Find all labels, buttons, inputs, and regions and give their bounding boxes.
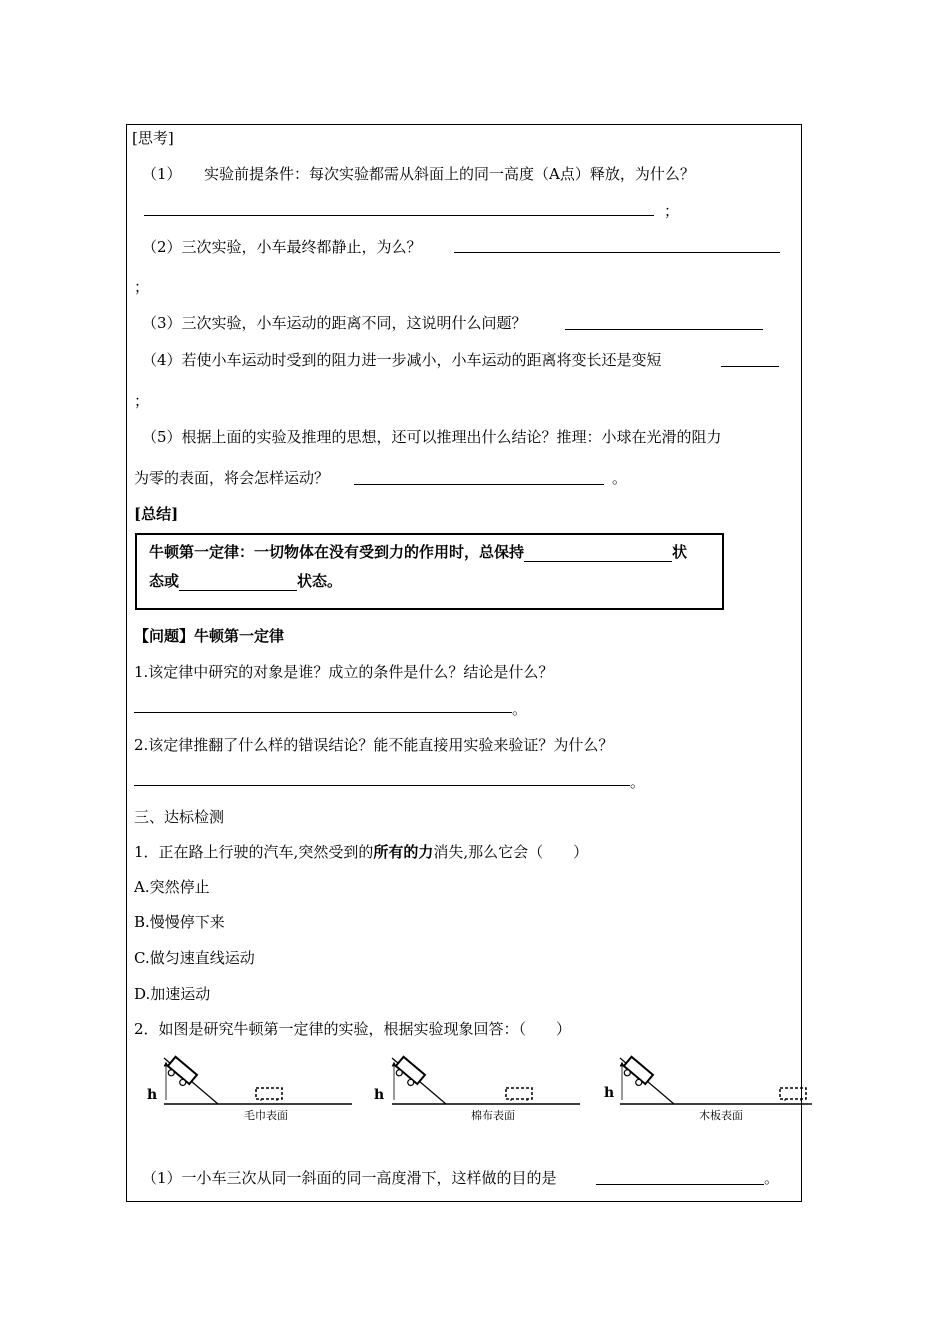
test-sub1-blank[interactable] [596, 1184, 764, 1185]
problem-q2-end: 。 [630, 773, 646, 791]
think-q5-line1: （5）根据上面的实验及推理的思想，还可以推理出什么结论？推理：小球在光滑的阻力 [142, 428, 722, 446]
law-blank-1[interactable] [524, 545, 672, 562]
think-q5-end: 。 [612, 469, 628, 487]
think-q2-blank[interactable] [454, 252, 780, 253]
think-q5-blank[interactable] [354, 484, 604, 485]
think-q1-blank[interactable] [144, 215, 654, 216]
problem-q2: 2.该定律推翻了什么样的错误结论？能不能直接用实验来验证？为什么？ [134, 736, 614, 754]
law-blank-2[interactable] [179, 574, 297, 591]
think-q1: （1） 实验前提条件：每次实验都需从斜面上的同一高度（A点）释放，为什么？ [142, 165, 695, 183]
think-q3: （3）三次实验，小车运动的距离不同，这说明什么问题？ [142, 314, 527, 332]
option-a[interactable]: A.突然停止 [134, 878, 210, 896]
think-q2-end: ； [134, 278, 150, 296]
think-heading: [思考] [132, 129, 174, 147]
problem-q1-end: 。 [512, 700, 528, 718]
surface-label-wood: 木板表面 [699, 1109, 743, 1122]
think-q2: （2）三次实验，小车最终都静止，为么？ [142, 238, 422, 256]
surface-label-towel: 毛巾表面 [244, 1109, 288, 1122]
think-q3-blank[interactable] [565, 329, 763, 330]
think-q4: （4）若使小车运动时受到的阻力进一步减小，小车运动的距离将变长还是变短 [142, 351, 662, 369]
option-b[interactable]: B.慢慢停下来 [134, 913, 225, 931]
height-label-2: h [374, 1087, 385, 1103]
problem-q2-blank[interactable] [134, 785, 630, 786]
height-label-1: h [147, 1087, 158, 1103]
option-d[interactable]: D.加速运动 [134, 985, 211, 1003]
test-q1: 1．正在路上行驶的汽车,突然受到的所有的力消失,那么它会（ ） [134, 843, 589, 861]
problem-q1-blank[interactable] [134, 712, 512, 713]
problem-q1: 1.该定律中研究的对象是谁？成立的条件是什么？结论是什么？ [134, 663, 554, 681]
summary-heading: [总结] [134, 505, 179, 523]
test-q2: 2．如图是研究牛顿第一定律的实验，根据实验现象回答：（ ） [134, 1020, 572, 1038]
setup-cloth [392, 1057, 580, 1104]
law-line2: 态或 状态。 [149, 572, 343, 590]
setup-wood [620, 1057, 812, 1104]
test-sub1-end: 。 [764, 1169, 780, 1187]
test-heading: 三、达标检测 [134, 808, 225, 826]
test-sub1: （1）一小车三次从同一斜面的同一高度滑下，这样做的目的是 [142, 1169, 557, 1187]
think-q1-end: ； [664, 202, 680, 220]
option-c[interactable]: C.做匀速直线运动 [134, 949, 255, 967]
height-label-3: h [604, 1085, 615, 1101]
surface-label-cloth: 棉布表面 [471, 1109, 515, 1122]
law-line1: 牛顿第一定律：一切物体在没有受到力的作用时，总保持 状 [149, 543, 688, 561]
think-q4-end: ； [134, 392, 150, 410]
think-q5-line2: 为零的表面，将会怎样运动？ [134, 469, 330, 487]
think-q4-blank[interactable] [721, 366, 779, 367]
setup-towel [164, 1057, 352, 1104]
problem-heading: 【问题】牛顿第一定律 [134, 627, 285, 645]
